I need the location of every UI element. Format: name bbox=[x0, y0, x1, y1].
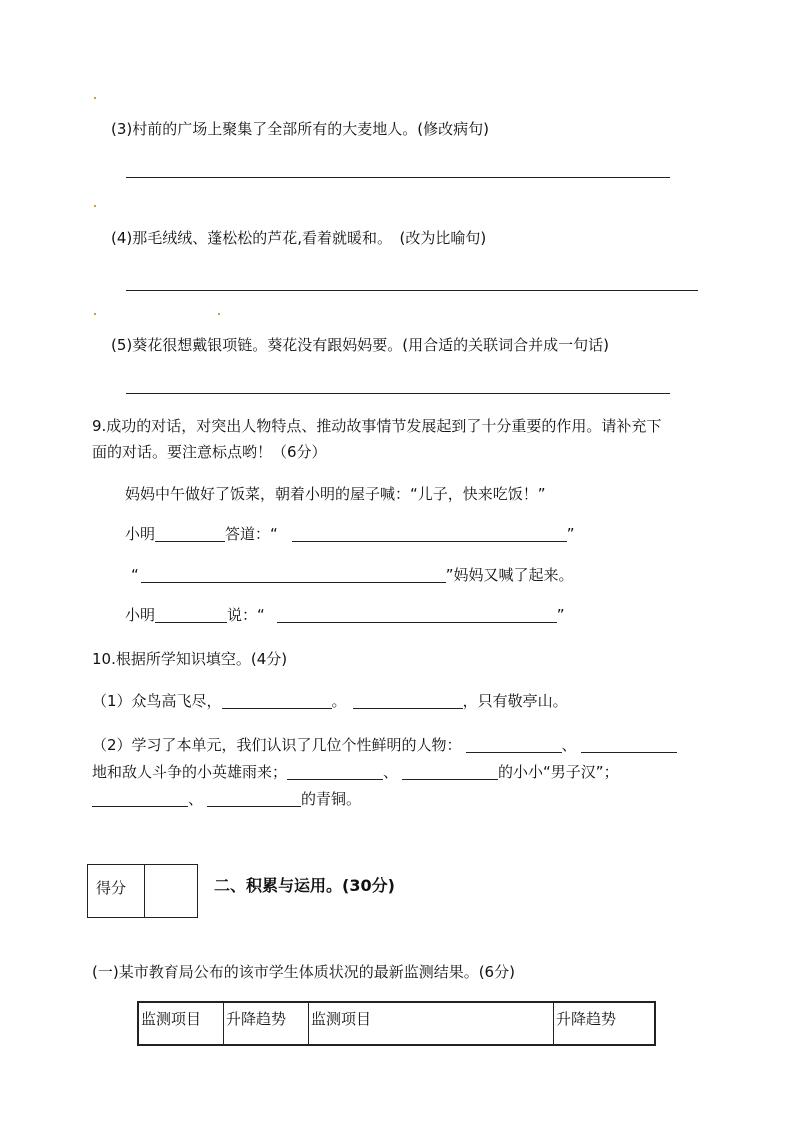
q8-item-4: (4)那毛绒绒、蓬松松的芦花,看着就暖和。 (改为比喻句) bbox=[111, 229, 487, 247]
fill-blank[interactable] bbox=[353, 692, 463, 709]
stray-dot bbox=[94, 97, 96, 99]
q9-dialog-answer-2 bbox=[125, 604, 565, 626]
part-1-title: (一)某市教育局公布的该市学生体质状况的最新监测结果。(6分) bbox=[92, 963, 515, 981]
separator: 、 bbox=[383, 763, 399, 781]
fill-blank[interactable] bbox=[287, 763, 383, 780]
q9-prompt-line2: 面的对话。要注意标点哟！（6分） bbox=[92, 443, 327, 461]
mother-called-again: ”妈妈又喊了起来。 bbox=[445, 566, 574, 584]
table-header-row bbox=[138, 1002, 655, 1045]
section-2-title: 二、积累与运用。(30分) bbox=[214, 876, 395, 895]
speech-verb: 说：“ bbox=[227, 606, 265, 624]
q10-part2-prompt: （2）学习了本单元，我们认识了几位个性鲜明的人物： bbox=[92, 736, 462, 754]
fill-blank[interactable] bbox=[466, 736, 562, 753]
stray-dot bbox=[94, 313, 96, 315]
q9-dialog-mother-2 bbox=[131, 564, 574, 586]
q10-part2-text: 的青铜。 bbox=[301, 790, 362, 808]
answer-line[interactable] bbox=[126, 290, 698, 291]
q10-part2-line1 bbox=[92, 734, 677, 756]
speaker-name: 小明 bbox=[125, 525, 156, 543]
q10-part1 bbox=[92, 690, 568, 712]
table-header-cell: 监测项目 bbox=[309, 1002, 554, 1045]
q10-part2-text: 的小小“男子汉”； bbox=[498, 763, 619, 781]
fill-blank[interactable] bbox=[277, 606, 557, 623]
q10-title: 10.根据所学知识填空。(4分) bbox=[92, 650, 288, 668]
q8-item-3: (3)村前的广场上聚集了全部所有的大麦地人。(修改病句) bbox=[111, 120, 489, 138]
fill-blank[interactable] bbox=[92, 790, 188, 807]
answer-line[interactable] bbox=[126, 177, 670, 178]
punctuation: 。 bbox=[331, 692, 347, 710]
q10-part2-line2 bbox=[92, 761, 619, 783]
separator: 、 bbox=[188, 790, 204, 808]
close-quote: ” bbox=[556, 606, 565, 624]
fill-blank[interactable] bbox=[155, 525, 225, 542]
fill-blank[interactable] bbox=[402, 763, 498, 780]
fill-blank[interactable] bbox=[155, 606, 227, 623]
open-quote: “ bbox=[131, 566, 139, 584]
q10-part2-line3 bbox=[92, 788, 361, 810]
monitoring-results-table bbox=[137, 1001, 656, 1046]
fill-blank[interactable] bbox=[141, 566, 446, 583]
score-box bbox=[87, 864, 198, 918]
close-quote: ” bbox=[566, 525, 575, 543]
fill-blank[interactable] bbox=[292, 525, 567, 542]
q9-dialog-mother: 妈妈中午做好了饭菜，朝着小明的屋子喊：“儿子，快来吃饭！” bbox=[125, 485, 546, 503]
q9-dialog-answer-1 bbox=[125, 523, 575, 545]
q8-item-5: (5)葵花很想戴银项链。葵花没有跟妈妈要。(用合适的关联词合并成一句话) bbox=[111, 336, 609, 354]
poem-line-start: （1）众鸟高飞尽， bbox=[92, 692, 222, 710]
answer-line[interactable] bbox=[126, 393, 670, 394]
score-label: 得分 bbox=[96, 879, 127, 897]
table-header-cell: 升降趋势 bbox=[554, 1002, 656, 1045]
stray-dot bbox=[94, 205, 96, 207]
speaker-name: 小明 bbox=[125, 606, 156, 624]
fill-blank[interactable] bbox=[207, 790, 301, 807]
fill-blank[interactable] bbox=[581, 736, 677, 753]
table-header-cell: 升降趋势 bbox=[224, 1002, 309, 1045]
separator: 、 bbox=[561, 736, 577, 754]
score-box-divider bbox=[144, 865, 145, 917]
fill-blank[interactable] bbox=[222, 692, 332, 709]
speech-verb: 答道：“ bbox=[225, 525, 278, 543]
q9-prompt-line1: 9.成功的对话，对突出人物特点、推动故事情节发展起到了十分重要的作用。请补充下 bbox=[92, 417, 662, 435]
poem-line-end: ，只有敬亭山。 bbox=[462, 692, 568, 710]
q10-part2-text: 地和敌人斗争的小英雄雨来； bbox=[92, 763, 288, 781]
stray-dot bbox=[218, 313, 220, 315]
table-header-cell: 监测项目 bbox=[138, 1002, 224, 1045]
